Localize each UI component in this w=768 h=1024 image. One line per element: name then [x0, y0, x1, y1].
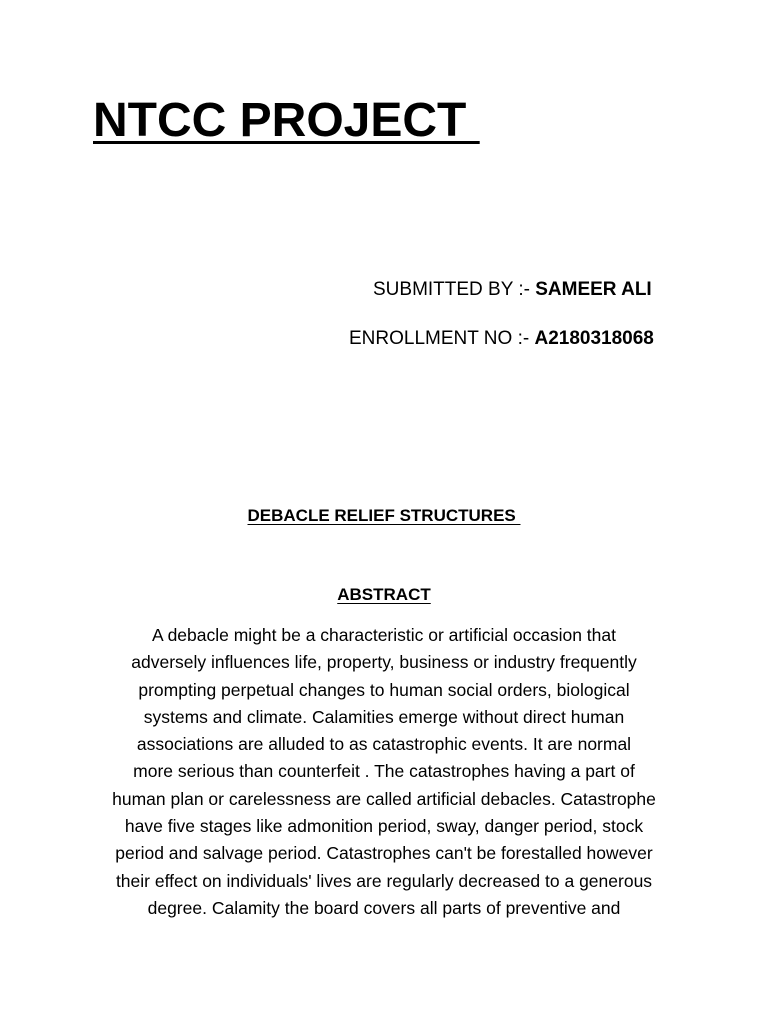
document-title: NTCC PROJECT — [93, 94, 480, 147]
enrollment-value: A2180318068 — [534, 328, 654, 349]
project-title: DEBACLE RELIEF STRUCTURES — [247, 506, 521, 525]
abstract-line: period and salvage period. Catastrophes can't be forestalled however — [115, 843, 653, 864]
abstract-line: systems and climate. Calamities emerge without direct human — [143, 706, 625, 727]
submitted-by-line — [373, 279, 652, 302]
abstract-body — [80, 622, 688, 922]
enrollment-label: ENROLLMENT NO :- — [349, 328, 535, 349]
abstract-line: have five stages like admonition period, sway, danger period, stock — [124, 816, 644, 837]
abstract-line: more serious than counterfeit . The catastrophes having a part of — [133, 761, 635, 782]
abstract-line: A debacle might be a characteristic or artificial occasion that — [152, 625, 616, 645]
abstract-heading: ABSTRACT — [337, 585, 431, 604]
abstract-line: degree. Calamity the board covers all parts of preventive and — [147, 897, 621, 918]
abstract-line: adversely influences life, property, business or industry frequently — [131, 652, 637, 673]
abstract-line: human plan or carelessness are called artificial debacles. Catastrophe — [112, 788, 656, 809]
enrollment-line — [349, 328, 654, 351]
abstract-line: prompting perpetual changes to human social orders, biological — [138, 679, 630, 700]
abstract-line: associations are alluded to as catastrophic events. It are normal — [136, 734, 632, 755]
submitted-by-value: SAMEER ALI — [535, 279, 652, 300]
submitted-by-label: SUBMITTED BY :- — [373, 279, 536, 300]
abstract-line: their effect on individuals' lives are regularly decreased to a generous — [115, 870, 653, 891]
